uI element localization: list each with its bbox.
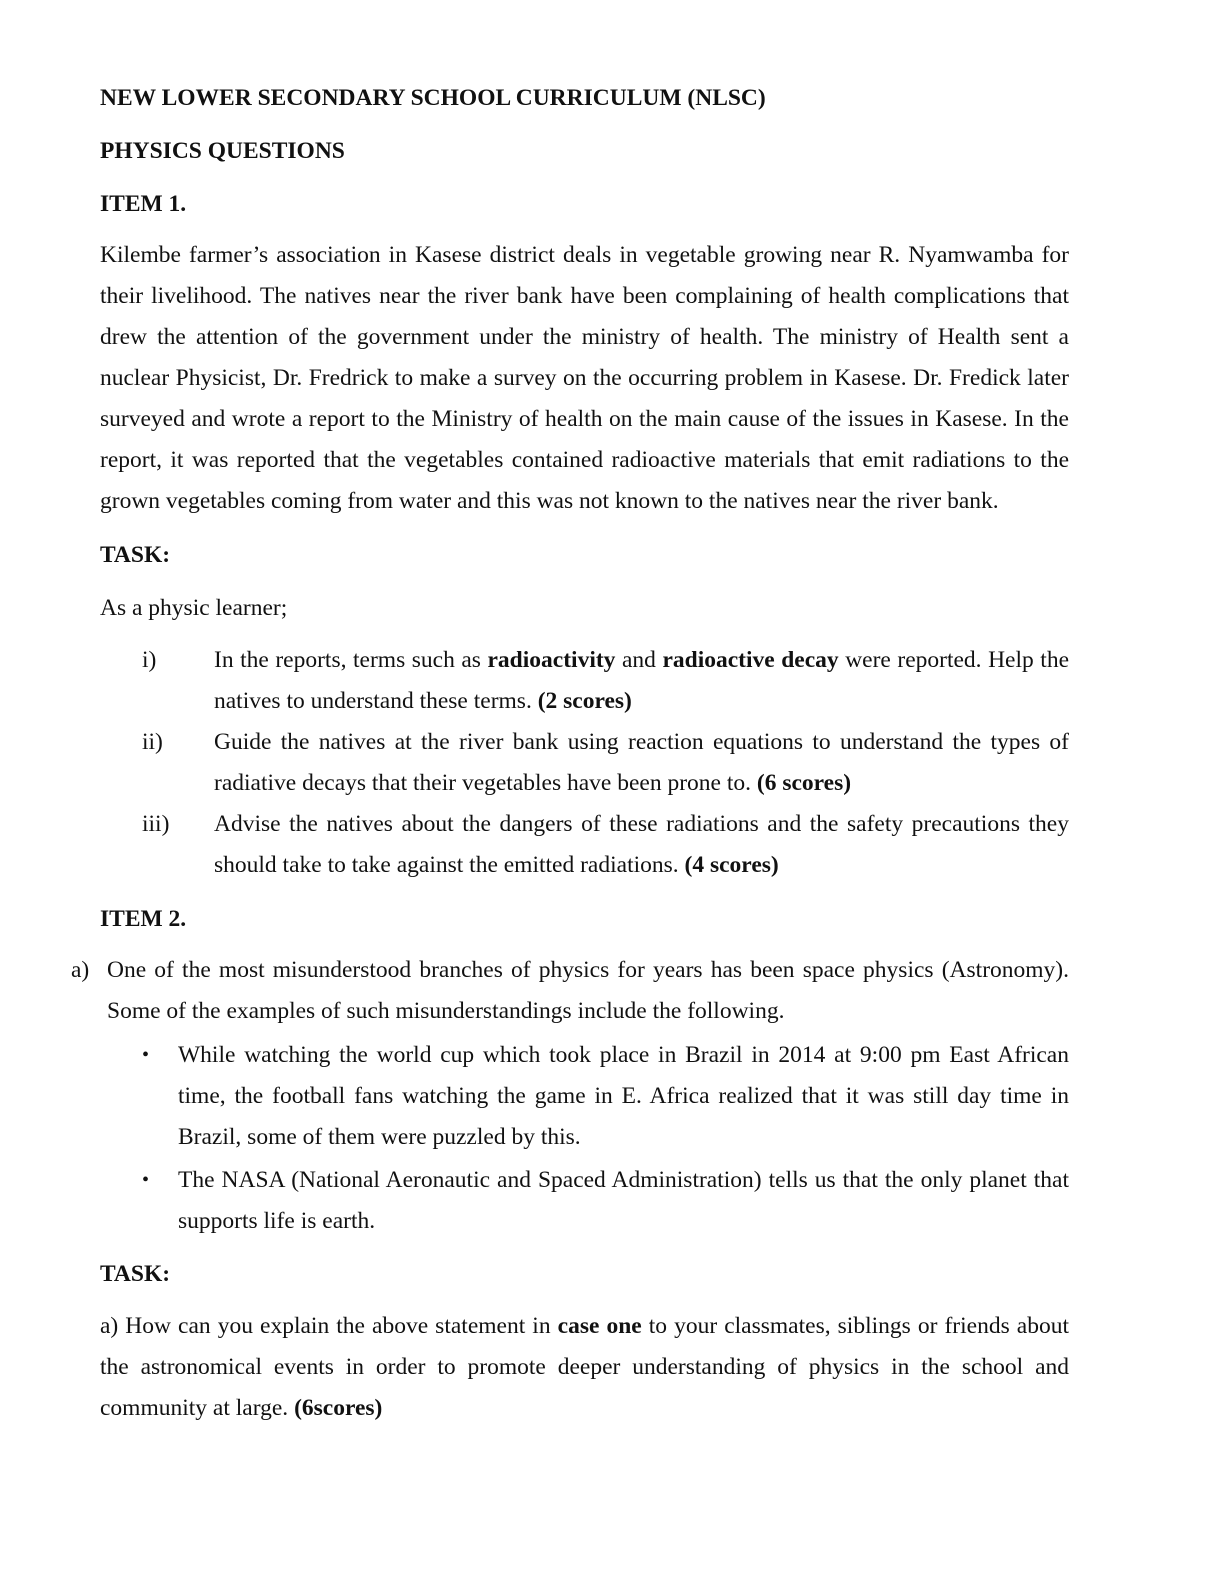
term-radioactive-decay: radioactive decay [662, 647, 839, 673]
question-text [214, 722, 1069, 804]
question-iii [0, 804, 1224, 886]
item1-task-intro: As a physic learner; [100, 595, 288, 621]
item2-task-heading: TASK: [100, 1261, 171, 1287]
term-case-one: case one [557, 1313, 642, 1339]
part-a-label: a) [71, 957, 90, 983]
question-text-part: Advise the natives about the dangers of these radiations and the safety precautions they should take to take against the emitted radiations. [214, 811, 1069, 878]
question-text [214, 640, 1069, 722]
question-text-part: were reported. Help the natives to understand these terms. [214, 647, 1070, 714]
document-title: NEW LOWER SECONDARY SCHOOL CURRICULUM (NLSC) [100, 85, 766, 111]
item2-heading: ITEM 2. [100, 906, 187, 932]
bullet-icon: • [142, 1044, 150, 1066]
question-text-part: In the reports, terms such as [214, 647, 488, 673]
question-number: ii) [142, 729, 163, 755]
question-number: i) [142, 647, 157, 673]
item1-scenario: Kilembe farmer’s association in Kasese district deals in vegetable growing near R. Nyamwamba for their livelihood. The natives near the river bank have been complaining of health complications that drew the attention of the government under the ministry of health. The ministry of Health sent a nuclear Physicist, Dr. Fredrick to make a survey on the occurring problem in Kasese. Dr. Fredick later surveyed and wrote a report to the Ministry of health on the main cause of the issues in Kasese. In the report, it was reported that the vegetables contained radioactive materials that emit radiations to the grown vegetables coming from water and this was not known to the natives near the river bank. [100, 242, 1069, 514]
question-score: (2 scores) [537, 688, 632, 714]
bullet-text: The NASA (National Aeronautic and Spaced Administration) tells us that the only planet that supports life is earth. [178, 1167, 1069, 1234]
item1-task-heading: TASK: [100, 542, 171, 568]
part-a-text: One of the most misunderstood branches of physics for years has been space physics (Astronomy). Some of the examples of such misunderstandings include the following. [107, 957, 1069, 1024]
task-text-part: a) How can you explain the above statement in [100, 1313, 558, 1339]
item2-part-a [0, 950, 1224, 1032]
question-ii [0, 722, 1224, 804]
task-text-part: to your classmates, siblings or friends about the astronomical events in order to promote deeper understanding of physics in the school and community at large. [100, 1313, 1069, 1421]
bullet-item [0, 1035, 1224, 1158]
task-score: (6scores) [294, 1395, 383, 1421]
question-text [214, 804, 1069, 886]
question-score: (4 scores) [684, 852, 779, 878]
question-text-part: Guide the natives at the river bank using reaction equations to understand the types of radiative decays that their vegetables have been prone to. [214, 729, 1069, 796]
question-text-part: and [615, 647, 663, 673]
question-i [0, 640, 1224, 722]
bullet-text: While watching the world cup which took place in Brazil in 2014 at 9:00 pm East African time, the football fans watching the game in E. Africa realized that it was still day time in Brazil, some of them were puzzled by this. [178, 1042, 1069, 1150]
question-number: iii) [142, 811, 170, 837]
term-radioactivity: radioactivity [487, 647, 616, 673]
bullet-item [0, 1160, 1224, 1242]
question-score: (6 scores) [756, 770, 852, 796]
document-subtitle: PHYSICS QUESTIONS [100, 138, 345, 164]
bullet-icon: • [142, 1169, 150, 1191]
item2-task-a [100, 1306, 1069, 1429]
item1-heading: ITEM 1. [100, 191, 187, 217]
